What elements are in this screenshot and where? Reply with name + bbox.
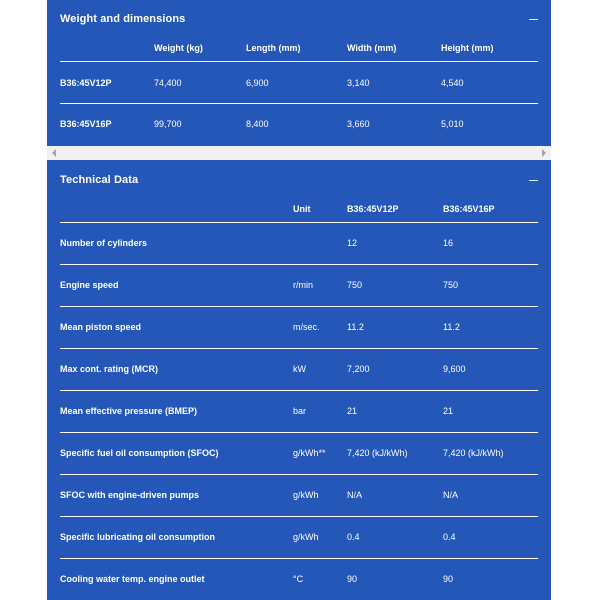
row-value-v12p: 21 [347,406,358,416]
divider [60,306,538,307]
header-width: Width (mm) [347,43,397,53]
weight-value: 99,700 [154,119,182,129]
header-b36-45v16p: B36:45V16P [443,204,495,214]
row-label: Max cont. rating (MCR) [60,364,158,374]
divider [60,432,538,433]
length-value: 8,400 [246,119,269,129]
header-unit: Unit [293,204,311,214]
weight-value: 74,400 [154,78,182,88]
minus-icon[interactable] [529,180,538,181]
row-value-v16p: 0.4 [443,532,456,542]
row-value-v12p: 7,420 (kJ/kWh) [347,448,408,458]
minus-icon[interactable] [529,19,538,20]
weight-dimensions-panel [47,0,551,146]
row-unit: bar [293,406,307,416]
chevron-left-icon[interactable] [52,149,56,157]
divider [60,264,538,265]
row-label: Engine speed [60,280,119,290]
row-value-v16p: 90 [443,574,454,584]
row-value-v12p: 7,200 [347,364,370,374]
header-length: Length (mm) [246,43,301,53]
divider [60,348,538,349]
row-value-v12p: 12 [347,238,358,248]
technical-data-panel [47,160,551,600]
divider [60,103,538,104]
row-unit: g/kWh** [293,448,326,458]
row-unit: kW [293,364,306,374]
row-label: Mean effective pressure (BMEP) [60,406,198,416]
row-value-v16p: 11.2 [443,322,460,332]
chevron-right-icon[interactable] [542,149,546,157]
header-weight: Weight (kg) [154,43,203,53]
row-value-v12p: 0.4 [347,532,360,542]
row-label: Number of cylinders [60,238,148,248]
row-label: Specific fuel oil consumption (SFOC) [60,448,219,458]
divider [60,390,538,391]
row-value-v16p: 750 [443,280,459,290]
row-unit: r/min [293,280,313,290]
row-label: Mean piston speed [60,322,142,332]
model-name: B36:45V16P [60,119,112,129]
horizontal-scrollbar[interactable] [47,146,551,160]
row-value-v16p: 7,420 (kJ/kWh) [443,448,504,458]
header-b36-45v12p: B36:45V12P [347,204,399,214]
height-value: 4,540 [441,78,464,88]
model-name: B36:45V12P [60,78,112,88]
row-unit: m/sec. [293,322,320,332]
row-unit: °C [293,574,304,584]
width-value: 3,660 [347,119,370,129]
row-label: SFOC with engine-driven pumps [60,490,200,500]
divider [60,516,538,517]
width-value: 3,140 [347,78,370,88]
length-value: 6,900 [246,78,269,88]
row-label: Cooling water temp. engine outlet [60,574,205,584]
weight-dimensions-title: Weight and dimensions [60,13,186,25]
row-value-v16p: 16 [443,238,454,248]
row-value-v12p: 11.2 [347,322,364,332]
row-label: Specific lubricating oil consumption [60,532,216,542]
divider [60,222,538,223]
divider [60,558,538,559]
row-value-v12p: N/A [347,490,363,500]
technical-data-title: Technical Data [60,174,139,186]
row-unit: g/kWh [293,490,319,500]
row-value-v16p: 9,600 [443,364,466,374]
row-value-v12p: 90 [347,574,358,584]
height-value: 5,010 [441,119,464,129]
row-value-v16p: 21 [443,406,454,416]
header-height: Height (mm) [441,43,494,53]
row-unit: g/kWh [293,532,319,542]
row-value-v16p: N/A [443,490,459,500]
row-value-v12p: 750 [347,280,363,290]
divider [60,474,538,475]
divider [60,61,538,62]
